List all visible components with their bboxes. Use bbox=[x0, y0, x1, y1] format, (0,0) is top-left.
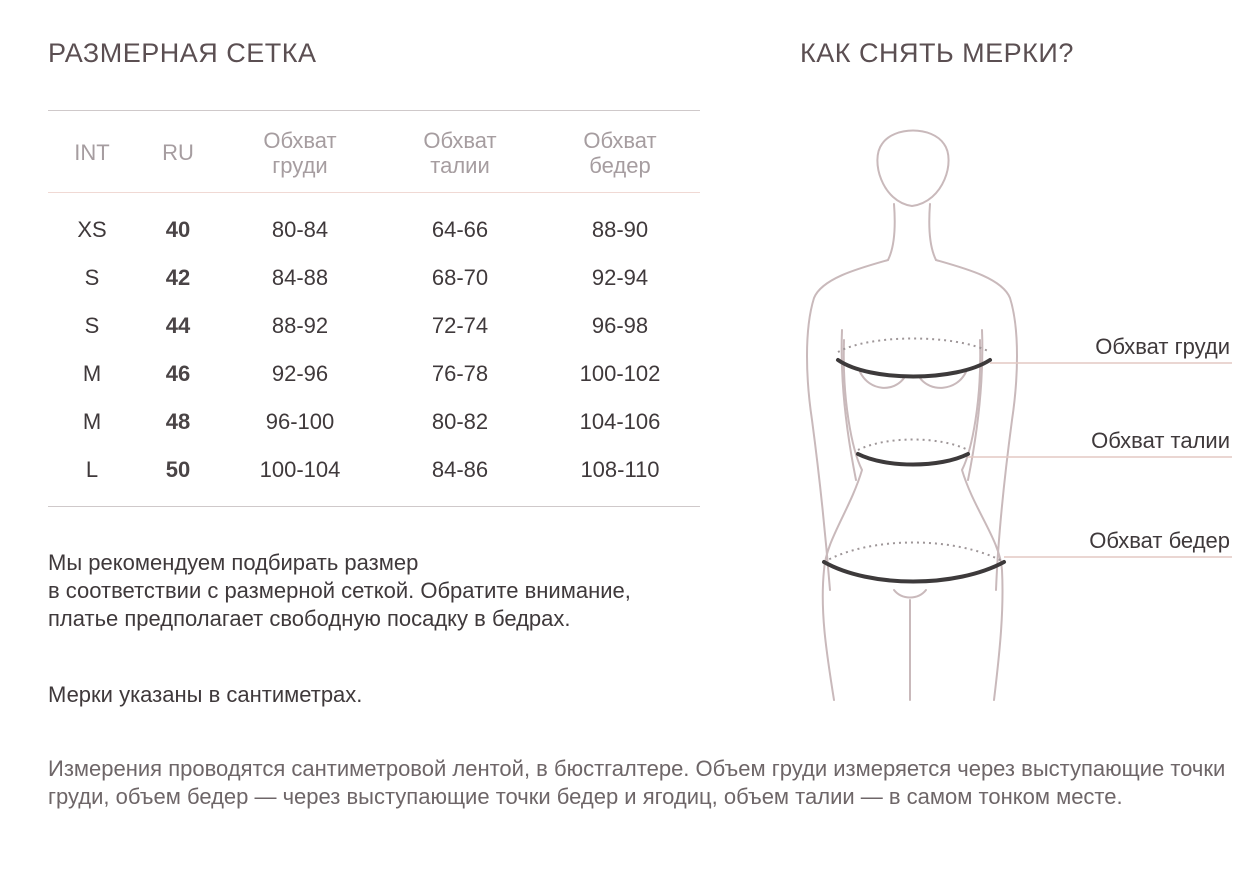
waist-range: 84-86 bbox=[431, 457, 489, 482]
hips-range: 92-94 bbox=[591, 265, 649, 290]
hips-range: 100-102 bbox=[579, 361, 661, 386]
int-size: S bbox=[84, 313, 100, 338]
ru-size: 42 bbox=[165, 265, 191, 290]
waist-label: Обхват талии bbox=[1091, 428, 1230, 453]
table-top-divider bbox=[48, 110, 700, 111]
hips-range: 108-110 bbox=[580, 457, 660, 482]
int-size: XS bbox=[77, 217, 107, 242]
waist-range: 68-70 bbox=[431, 265, 489, 290]
waist-range: 76-78 bbox=[431, 361, 489, 386]
header-hips: Обхват бедер bbox=[583, 128, 657, 178]
ru-size: 40 bbox=[165, 217, 191, 242]
table-bottom-divider bbox=[48, 506, 700, 507]
bust-range: 88-92 bbox=[271, 313, 329, 338]
table-row bbox=[48, 254, 700, 302]
table-row bbox=[48, 398, 700, 446]
bust-range: 96-100 bbox=[265, 409, 335, 434]
measurement-instructions: Измерения проводятся сантиметровой лентой, в бюстгалтере. Объем груди измеряется через выступающие точки груди, объем бедер — через выступающие точки бедер и ягодиц, объем талии — в самом тонком месте. bbox=[48, 756, 1226, 809]
ru-size: 44 bbox=[165, 313, 191, 338]
table-row bbox=[48, 206, 700, 254]
table-row bbox=[48, 302, 700, 350]
recommendation-text: Мы рекомендуем подбирать размер в соответствии с размерной сеткой. Обратите внимание, платье предполагает свободную посадку в бедрах. bbox=[48, 550, 631, 631]
how-to-measure-title: КАК СНЯТЬ МЕРКИ? bbox=[800, 38, 1074, 68]
ru-size: 50 bbox=[165, 457, 191, 482]
header-ru: RU bbox=[162, 140, 194, 165]
table-row bbox=[48, 350, 700, 398]
waist-range: 80-82 bbox=[431, 409, 489, 434]
int-size: M bbox=[82, 361, 102, 386]
ru-size: 46 bbox=[165, 361, 191, 386]
int-size: L bbox=[85, 457, 99, 482]
hips-label: Обхват бедер bbox=[1089, 528, 1230, 553]
table-row bbox=[48, 446, 700, 494]
header-divider bbox=[48, 192, 700, 193]
waist-range: 72-74 bbox=[431, 313, 489, 338]
size-chart-title: РАЗМЕРНАЯ СЕТКА bbox=[48, 38, 317, 68]
units-note: Мерки указаны в сантиметрах. bbox=[48, 682, 363, 707]
header-bust: Обхват груди bbox=[263, 128, 337, 178]
bust-range: 100-104 bbox=[259, 457, 341, 482]
bust-range: 92-96 bbox=[271, 361, 329, 386]
bust-label: Обхват груди bbox=[1095, 334, 1230, 359]
header-waist: Обхват талии bbox=[423, 128, 497, 178]
body-measurement-figure bbox=[790, 120, 1258, 720]
header-int: INT bbox=[74, 140, 110, 165]
hips-range: 88-90 bbox=[591, 217, 649, 242]
hips-range: 96-98 bbox=[591, 313, 649, 338]
ru-size: 48 bbox=[165, 409, 191, 434]
bust-range: 84-88 bbox=[271, 265, 329, 290]
int-size: M bbox=[82, 409, 102, 434]
bust-range: 80-84 bbox=[271, 217, 329, 242]
waist-range: 64-66 bbox=[431, 217, 489, 242]
hips-range: 104-106 bbox=[579, 409, 661, 434]
female-body-outline-icon bbox=[790, 120, 1258, 720]
int-size: S bbox=[84, 265, 100, 290]
